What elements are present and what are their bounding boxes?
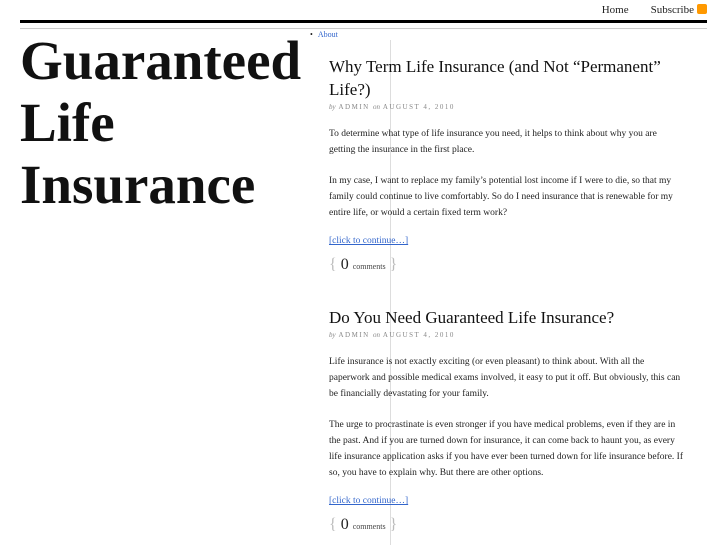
- post-list: [329, 55, 684, 534]
- nav-subscribe[interactable]: [651, 4, 707, 16]
- post-meta: [329, 331, 684, 339]
- by-label: by: [329, 331, 336, 339]
- post-paragraph: In my case, I want to replace my family’s potential lost income if I were to die, so that my family could continue to live comfortably. So do I need insurance that is renewable for my entire life, or would a certain fixed term work?: [329, 176, 673, 218]
- post-paragraph: To determine what type of life insurance you need, it helps to think about why you are getting the insurance in the first place.: [329, 129, 657, 155]
- subscribe-label: Subscribe: [650, 4, 694, 16]
- page-link-about[interactable]: About: [317, 30, 338, 39]
- post-date: AUGUST 4, 2010: [382, 103, 455, 111]
- comment-label: comments: [352, 522, 386, 531]
- nav-home[interactable]: Home: [601, 4, 629, 16]
- post-author[interactable]: ADMIN: [338, 331, 370, 339]
- comment-count: 0: [340, 516, 349, 533]
- post-author[interactable]: ADMIN: [338, 103, 370, 111]
- rss-icon: [697, 4, 707, 14]
- post-paragraph: The urge to procrastinate is even stronger if you have medical problems, even if they are in the past. And if you are turned down for insurance, it can come back to haunt you, as every life insurance application asks if you have ever been turned down for life insurance before. If so, you have to explain why. But there are other options.: [329, 420, 683, 478]
- comments-link[interactable]: { 0 comments }: [329, 256, 398, 273]
- post: [329, 306, 684, 534]
- page-list: • About: [310, 30, 338, 39]
- by-label: by: [329, 103, 336, 111]
- continue-link[interactable]: [click to continue…]: [329, 236, 409, 246]
- comments-link[interactable]: { 0 comments }: [329, 516, 398, 533]
- header-rule-thin: [20, 28, 707, 29]
- on-label: on: [372, 331, 380, 339]
- header-rule: [20, 20, 707, 23]
- site-title: Guaranteed Life Insurance: [20, 30, 302, 215]
- post-title[interactable]: Why Term Life Insurance (and Not “Permanent” Life?): [329, 57, 661, 99]
- on-label: on: [372, 103, 380, 111]
- post-date: AUGUST 4, 2010: [382, 331, 455, 339]
- comment-count: 0: [340, 256, 349, 273]
- post-meta: [329, 103, 684, 111]
- post: [329, 55, 684, 274]
- top-nav: [602, 4, 707, 16]
- comment-label: comments: [352, 262, 386, 271]
- post-title[interactable]: Do You Need Guaranteed Life Insurance?: [329, 308, 615, 327]
- continue-link[interactable]: [click to continue…]: [329, 496, 409, 506]
- post-paragraph: Life insurance is not exactly exciting (or even pleasant) to think about. With all the paperwork and possible medical exams involved, it easy to put it off. But obviously, this can be financially devastating for your family.: [329, 357, 681, 399]
